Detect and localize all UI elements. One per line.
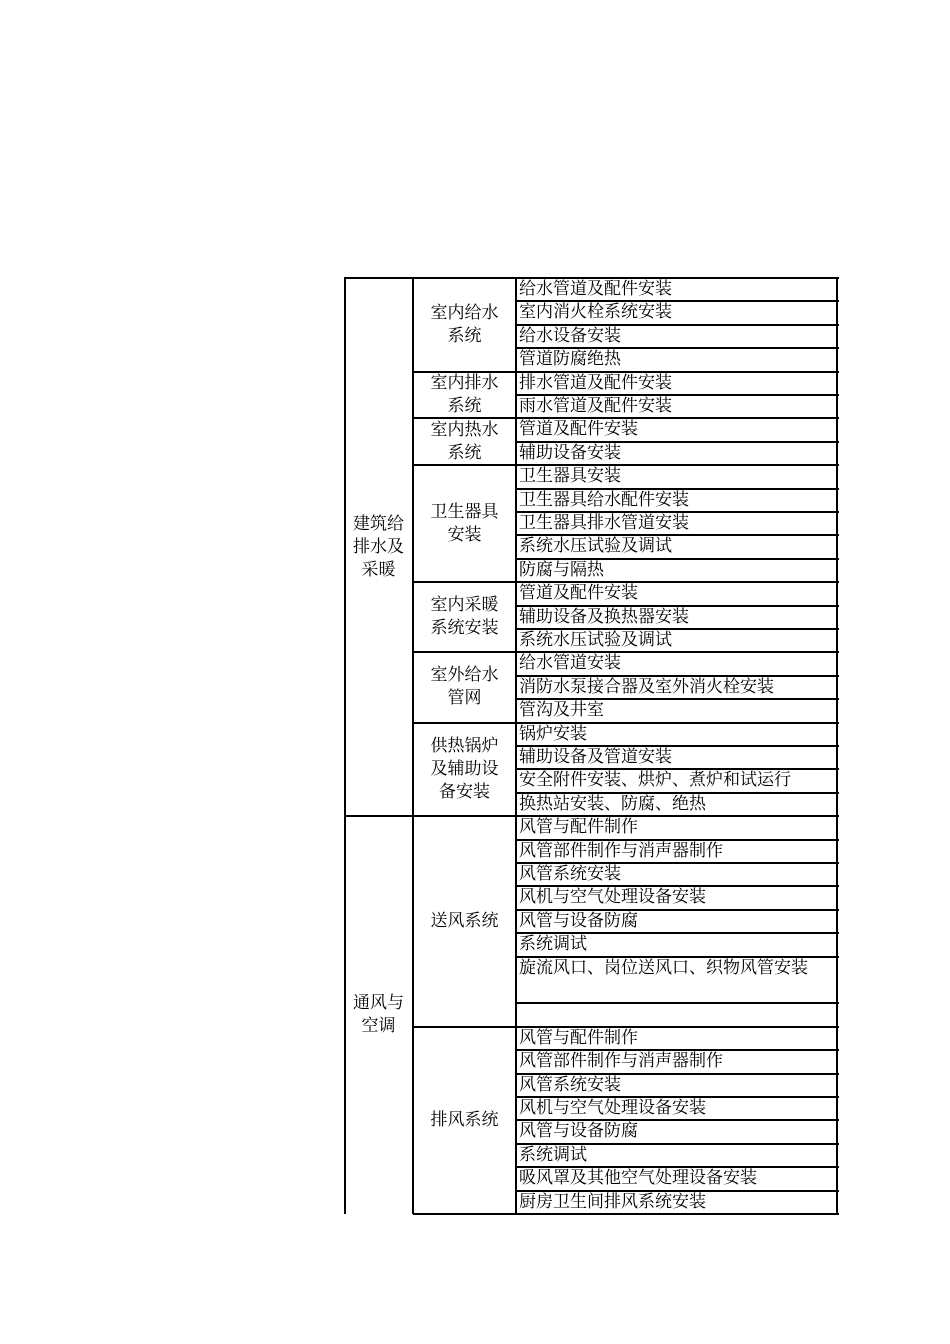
item-cell-label: 系统水压试验及调试 [519,630,672,650]
item-cell-label: 给水管道安装 [519,653,621,674]
item-cell [516,465,838,488]
item-cell-label: 风管与设备防腐 [519,1121,638,1142]
item-cell-label: 锅炉安装 [519,723,587,744]
division-cell-label: 通风与 空调 [353,993,404,1037]
item-cell [516,372,838,395]
item-cell [516,395,838,418]
item-cell-label: 管道及配件安装 [519,419,638,440]
item-cell-label: 给水设备安装 [519,325,621,346]
item-cell [516,933,838,956]
item-cell-label: 消防水泵接合器及室外消火栓安装 [519,676,774,697]
subsystem-cell-label: 室内热水 系统 [430,419,499,463]
subsystem-cell [413,372,516,419]
item-cell-label: 风机与空气处理设备安装 [519,1098,706,1118]
item-cell-label: 风管系统安装 [519,1074,621,1095]
item-cell-label: 风管与设备防腐 [519,910,638,931]
item-cell-label: 换热站安装、防腐、绝热 [519,793,706,814]
subsystem-cell-label: 室内给水 系统 [430,302,499,346]
item-cell [516,816,838,839]
item-cell [516,278,838,301]
item-cell [516,348,838,371]
item-cell [516,723,838,746]
item-cell [516,512,838,535]
item-cell-label: 管沟及井室 [519,700,604,721]
subsystem-column-border [515,278,517,1214]
subsystem-cell-label: 室内排水 系统 [430,372,499,416]
item-cell [516,1050,838,1073]
item-row-divider [516,1213,839,1215]
subsystem-cell [413,1027,516,1214]
division-column-border [412,278,414,1214]
item-cell-label: 系统调试 [519,1144,587,1165]
item-cell-label: 管道及配件安装 [519,583,638,604]
item-cell [516,1144,838,1167]
subsystem-cell [413,816,516,1027]
division-cell [344,278,413,816]
item-cell [516,582,838,605]
item-cell [516,1167,838,1190]
item-cell [516,535,838,558]
item-cell-label: 系统调试 [519,934,587,955]
item-cell-label: 风管与配件制作 [519,817,638,838]
item-cell [516,957,838,1004]
item-cell [516,418,838,441]
item-cell-label: 风管部件制作与消声器制作 [519,1051,723,1072]
subsystem-cell [413,582,516,652]
table-left-border [344,278,346,1214]
item-cell [516,1120,838,1143]
item-cell [516,769,838,792]
item-cell [516,652,838,675]
item-cell-label: 给水管道及配件安装 [519,279,672,299]
subsystem-cell [413,465,516,582]
item-cell-label: 辅助设备及管道安装 [519,747,672,767]
item-cell-label: 辅助设备安装 [519,442,621,463]
subsystem-cell-label: 室内采暖 系统安装 [430,595,499,639]
item-cell [516,489,838,512]
table-right-border [836,278,838,1214]
item-cell-label: 风机与空气处理设备安装 [519,887,706,908]
item-cell-label: 排水管道及配件安装 [519,372,672,393]
item-cell-label: 风管系统安装 [519,864,621,884]
item-cell-label: 安全附件安装、烘炉、煮炉和试运行 [519,770,791,791]
item-cell-label: 吸风罩及其他空气处理设备安装 [519,1168,757,1189]
item-cell [516,325,838,348]
item-cell [516,301,838,324]
subsystem-cell-label: 排风系统 [430,1109,499,1130]
subsystem-cell-label: 供热锅炉 及辅助设 备安装 [430,735,499,802]
subsystem-cell [413,723,516,817]
item-cell-label: 系统水压试验及调试 [519,536,672,557]
subsystem-cell-label: 送风系统 [430,910,499,931]
item-cell-label: 厨房卫生间排风系统安装 [519,1191,706,1212]
item-cell-label: 旋流风口、岗位送风口、织物风管安装 [519,957,808,978]
subsystem-cell-label: 室外给水 管网 [430,665,499,709]
item-cell [516,1074,838,1097]
item-cell-label: 管道防腐绝热 [519,349,621,370]
item-cell [516,910,838,933]
item-cell [516,840,838,863]
item-cell-label: 风管与配件制作 [519,1027,638,1048]
item-cell [516,1003,838,1026]
item-cell [516,746,838,769]
item-cell-label: 卫生器具排水管道安装 [519,513,689,533]
item-cell-label: 防腐与隔热 [519,559,604,580]
item-cell [516,629,838,652]
item-cell-label: 风管部件制作与消声器制作 [519,840,723,861]
item-cell-label: 卫生器具给水配件安装 [519,489,689,510]
item-cell [516,886,838,909]
item-cell-label: 辅助设备及换热器安装 [519,606,689,627]
subsystem-cell [413,652,516,722]
item-cell [516,1097,838,1120]
item-cell [516,606,838,629]
subsystem-divider [413,1213,517,1215]
item-cell [516,442,838,465]
engineering-division-table [344,278,838,1214]
division-cell [344,816,413,1214]
item-cell [516,863,838,886]
division-cell-label: 建筑给 排水及 采暖 [353,513,404,580]
item-cell [516,1191,838,1214]
subsystem-cell-label: 卫生器具 安装 [430,501,499,545]
subsystem-cell [413,418,516,465]
item-cell-label: 卫生器具安装 [519,466,621,487]
item-cell-label: 雨水管道及配件安装 [519,396,672,416]
item-cell [516,559,838,582]
item-cell [516,676,838,699]
item-cell [516,699,838,722]
subsystem-cell [413,278,516,372]
item-cell [516,793,838,816]
item-cell-label: 室内消火栓系统安装 [519,302,672,323]
item-cell [516,1027,838,1050]
